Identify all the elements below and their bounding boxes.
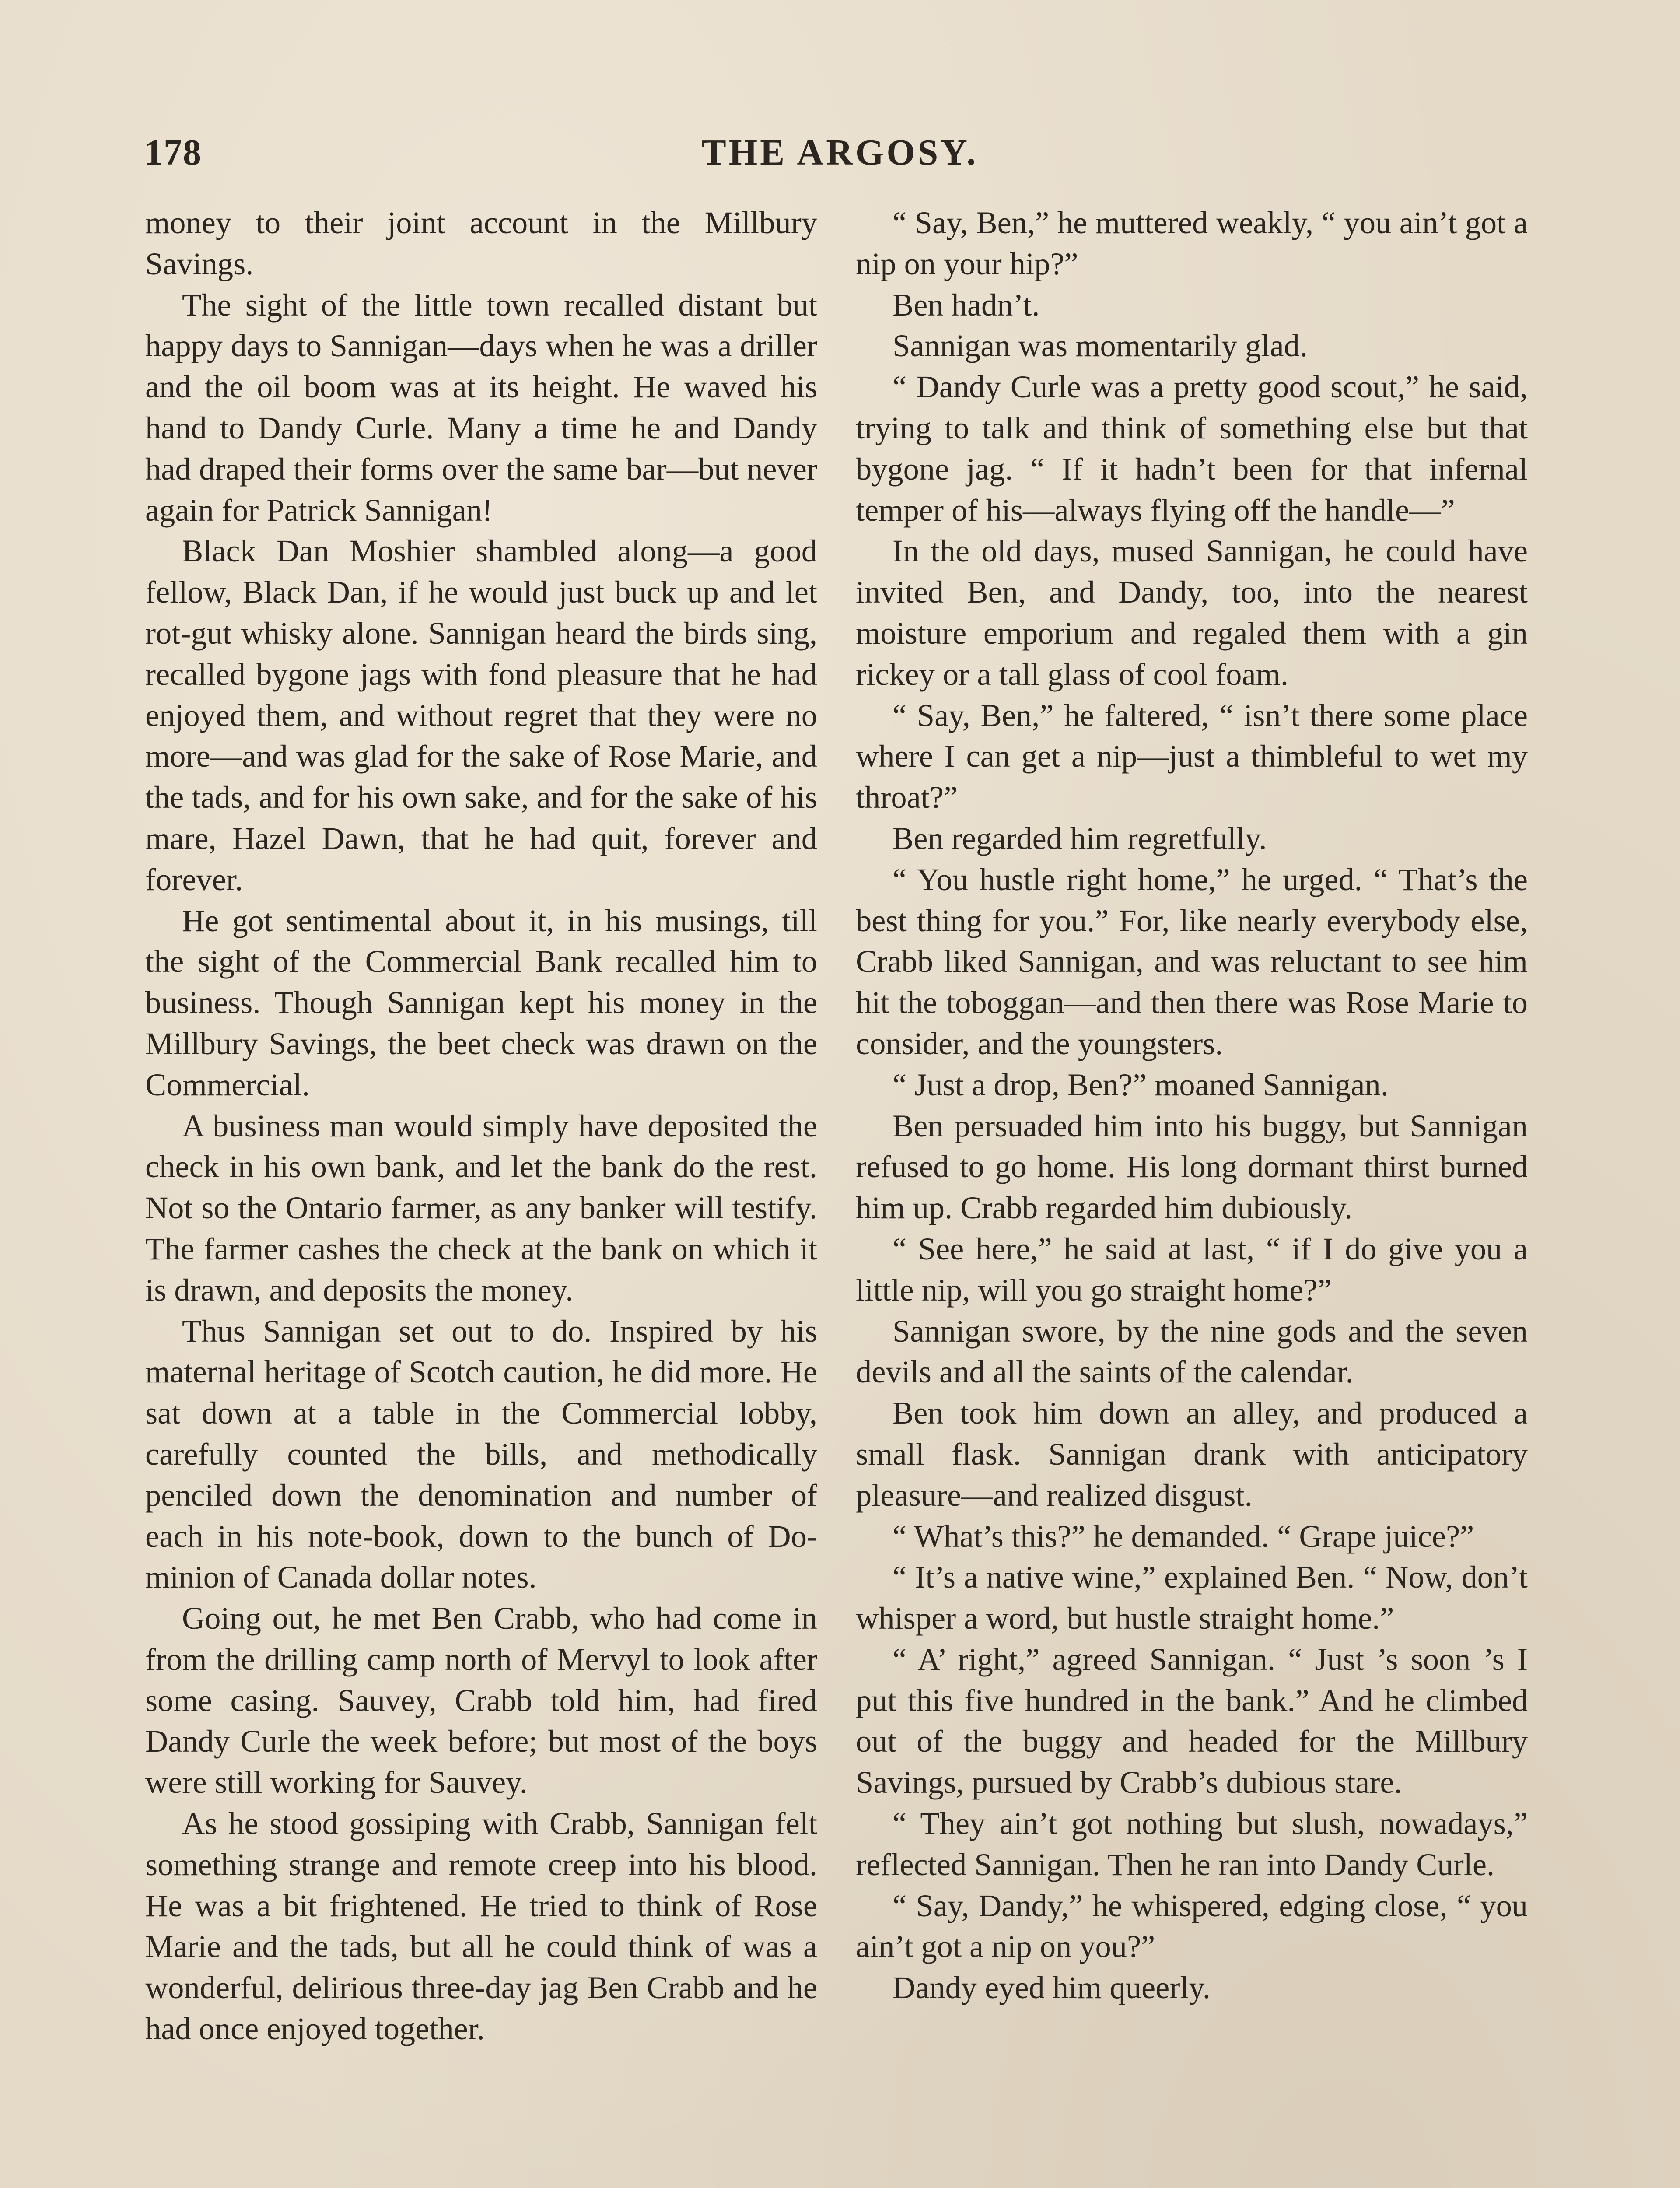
- paragraph: “ They ain’t got nothing but slush, nowadays,” reflected Sannigan. Then he ran into Dandy Curle.: [856, 1806, 1528, 1882]
- magazine-title: THE ARGOSY.: [701, 132, 979, 173]
- paragraph: He got sentimental about it, in his musings, till the sight of the Commercial Bank recalled him to business. Though Sannigan kept his money in the Millbury Savings, the beet check was drawn on the Commercial.: [145, 902, 817, 1102]
- paragraph: “ It’s a native wine,” explained Ben. “ Now, don’t whisper a word, but hustle straight home.”: [856, 1559, 1528, 1636]
- paragraph: A business man would simply have deposited the check in his own bank, and let the bank do the rest. Not so the Ontario farmer, as any banker will testify. The farmer cashes the check at the bank on which it is drawn, and deposits the money.: [145, 1108, 817, 1308]
- paragraph: The sight of the little town recalled distant but happy days to Sannigan—days when he was a driller and the oil boom was at its height. He waved his hand to Dandy Curle. Many a time he and Dandy had draped their forms over the same bar—but never again for Patrick Sannigan!: [145, 287, 817, 528]
- paragraph: “ What’s this?” he demanded. “ Grape juice?”: [892, 1518, 1474, 1554]
- paragraph: Ben hadn’t.: [892, 287, 1040, 323]
- paragraph: In the old days, mused Sannigan, he could have invited Ben, and Dandy, too, into the nearest moisture emporium and regaled them with a gin rickey or a tall glass of cool foam.: [856, 533, 1528, 692]
- paragraph: “ Say, Dandy,” he whispered, edging close, “ you ain’t got a nip on you?”: [856, 1887, 1528, 1964]
- paragraph: Dandy eyed him queerly.: [892, 1970, 1211, 2006]
- paragraph: “ Just a drop, Ben?” moaned Sannigan.: [892, 1066, 1389, 1102]
- paragraph: Black Dan Moshier shambled along—a good fellow, Black Dan, if he would just buck up and let rot-gut whisky alone. Sannigan heard the birds sing, recalled bygone jags with fond pleasure that he had enjoyed them, and without regret that they were no more—and was glad for the sake of Rose Marie, and the tads, and for his own sake, and for the sake of his mare, Hazel Dawn, that he had quit, forever and forever.: [145, 533, 817, 897]
- left-column: [145, 202, 817, 2049]
- paragraph: Ben took him down an alley, and produced a small flask. Sannigan drank with anticipatory pleasure—and realized disgust.: [856, 1395, 1528, 1513]
- right-column: [856, 202, 1528, 2008]
- page-number: 178: [144, 132, 202, 173]
- paragraph: Going out, he met Ben Crabb, who had come in from the drilling camp north of Mervyl to look after some casing. Sauvey, Crabb told him, had fired Dandy Curle the week before; but most of the boys were still working for Sauvey.: [145, 1600, 817, 1800]
- paragraph: Ben persuaded him into his buggy, but Sannigan refused to go home. His long dormant thirst burned him up. Crabb regarded him dubiously.: [856, 1108, 1528, 1226]
- paragraph: money to their joint account in the Millbury Savings.: [145, 205, 817, 281]
- paragraph: “ See here,” he said at last, “ if I do give you a little nip, will you go straight home?”: [856, 1231, 1528, 1308]
- paragraph: “ Say, Ben,” he faltered, “ isn’t there some place where I can get a nip—just a thimbleful to wet my throat?”: [856, 697, 1528, 815]
- paragraph: Sannigan was momentarily glad.: [892, 328, 1308, 364]
- paragraph: “ You hustle right home,” he urged. “ That’s the best thing for you.” For, like nearly everybody else, Crabb liked Sannigan, and was reluctant to see him hit the toboggan—and then there was Rose Marie to consider, and the youngsters.: [856, 861, 1528, 1061]
- paragraph: “ Dandy Curle was a pretty good scout,” he said, trying to talk and think of something else but that bygone jag. “ If it hadn’t been for that infernal temper of his—always flying off the handle—”: [856, 369, 1528, 528]
- paragraph: Ben regarded him regretfully.: [892, 820, 1267, 856]
- paragraph: “ Say, Ben,” he muttered weakly, “ you ain’t got a nip on your hip?”: [856, 205, 1528, 281]
- paragraph: “ A’ right,” agreed Sannigan. “ Just ’s soon ’s I put this five hundred in the bank.” And he climbed out of the buggy and headed for the Millbury Savings, pursued by Crabb’s dubious stare.: [856, 1641, 1528, 1800]
- paragraph: Sannigan swore, by the nine gods and the seven devils and all the saints of the calendar.: [856, 1313, 1528, 1390]
- paragraph: Thus Sannigan set out to do. Inspired by his maternal heritage of Scotch caution, he did more. He sat down at a table in the Commercial lobby, carefully counted the bills, and methodically penciled down the denomination and number of each in his note-book, down to the bunch of Dominion of Canada dollar notes.: [145, 1313, 817, 1595]
- paragraph: As he stood gossiping with Crabb, Sannigan felt something strange and remote creep into his blood. He was a bit frightened. He tried to think of Rose Marie and the tads, but all he could think of was a wonderful, delirious three-day jag Ben Crabb and he had once enjoyed together.: [145, 1806, 817, 2047]
- running-head: [144, 131, 1536, 179]
